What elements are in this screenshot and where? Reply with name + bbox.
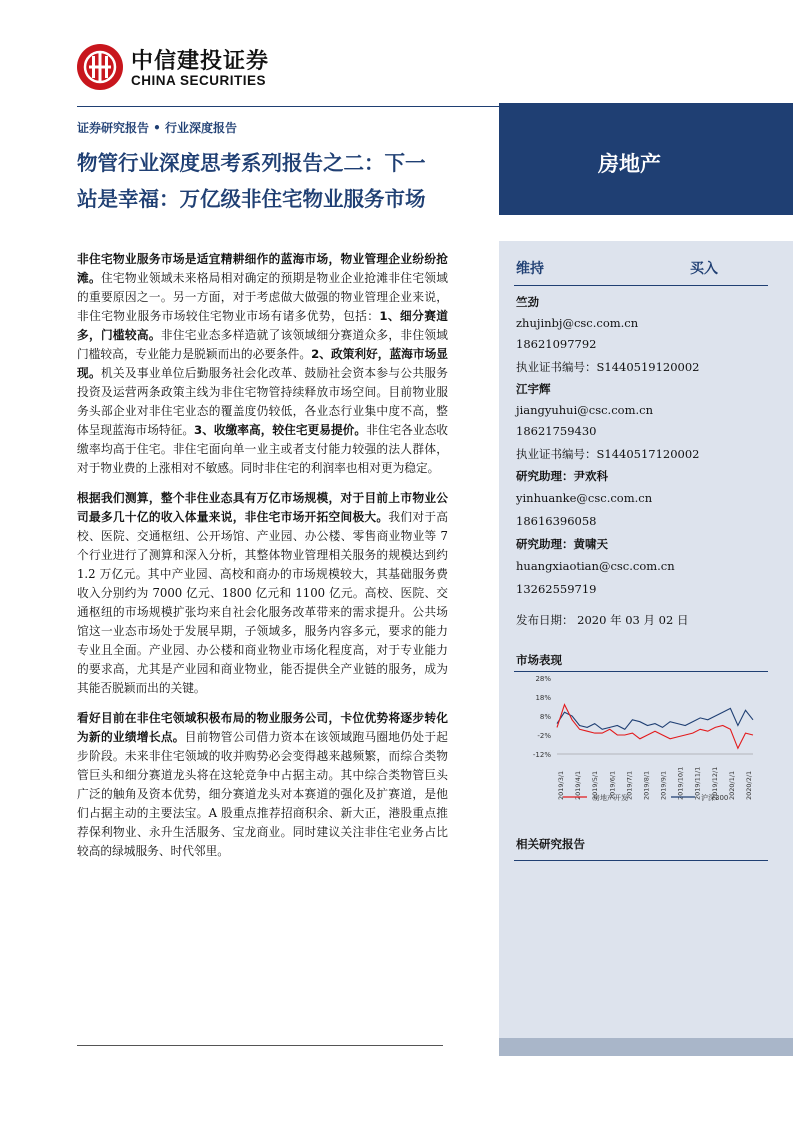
chart-svg xyxy=(505,670,775,810)
publish-date: 发布日期： 2020 年 03 月 02 日 xyxy=(516,613,689,627)
assistant-email[interactable]: yinhuanke@csc.com.cn xyxy=(516,491,653,505)
x-tick-label: 2019/5/1 xyxy=(591,770,600,800)
logo-chinese-name: 中信建投证券 xyxy=(131,49,270,74)
sidebar-footer-band xyxy=(499,1038,793,1056)
assistant-name: 研究助理：尹欢科 xyxy=(516,469,608,483)
x-tick-label: 2019/7/1 xyxy=(625,770,634,800)
legend-label: 房地产开发 xyxy=(593,794,628,802)
report-type: 证券研究报告 • 行业深度报告 xyxy=(77,121,238,135)
p1-point-1: 1、细分赛道多，门槛较高。 xyxy=(77,309,448,342)
p1-text-d: 机关及事业单位后勤服务社会化改革、鼓励社会资本参与公共服务投资及运营两条政策主线为非住宅物管持续释放市场空间。目前物业服务头部企业对非住宅业态的覆盖度仍较低，各业态行业集中度不高，整体呈现蓝海市场特征。 xyxy=(77,366,448,437)
title-line-2: 站是幸福：万亿级非住宅物业服务市场 xyxy=(77,187,426,211)
p1-text-e: 非住宅各业态收缴率均高于住宅。非住宅面向单一业主或者支付能力较强的法人群体，对于物业费的上涨相对不敏感。同时非住宅的利润率也相对更为稳定。 xyxy=(77,423,448,475)
p1-text-c: 非住宅业态多样造就了该领域细分赛道众多，非住领域门槛较高，专业能力是脱颖而出的必要条件。 xyxy=(77,328,448,361)
p2-lead: 根据我们测算，整个非住业态具有万亿市场规模，对于目前上市物业公司最多几十亿的收入体量来说，非住宅市场开拓空间极大。 xyxy=(77,491,448,524)
y-tick-label: -12% xyxy=(532,751,551,759)
company-logo-icon xyxy=(77,44,123,90)
analyst-name: 江宇辉 xyxy=(516,382,551,396)
x-tick-label: 2019/8/1 xyxy=(642,770,651,800)
x-tick-label: 2019/3/1 xyxy=(557,770,565,800)
y-tick-label: 18% xyxy=(535,694,551,702)
market-performance-chart xyxy=(505,670,775,810)
x-tick-label: 2019/11/1 xyxy=(693,766,702,800)
series-line-property xyxy=(557,705,753,749)
paragraph-3 xyxy=(77,709,448,861)
summary-body xyxy=(77,250,448,872)
analyst-cert: 执业证书编号：S1440517120002 xyxy=(516,447,700,461)
market-performance-label: 市场表现 xyxy=(516,653,562,667)
rating-label: 维持 xyxy=(516,261,544,277)
title-line-1: 物管行业深度思考系列报告之二：下一 xyxy=(77,151,426,175)
p1-point-3: 3、收缴率高，较住宅更易提价。 xyxy=(194,423,367,437)
assistant-name: 研究助理：黄啸天 xyxy=(516,537,608,551)
analyst-name: 竺劲 xyxy=(516,295,539,309)
rating-value: 买入 xyxy=(690,261,718,277)
assistant-email[interactable]: huangxiaotian@csc.com.cn xyxy=(516,559,675,573)
x-tick-label: 2019/4/1 xyxy=(574,770,583,800)
y-tick-label: -2% xyxy=(537,732,551,740)
x-tick-label: 2019/10/1 xyxy=(676,766,685,800)
legend-label: 沪深300 xyxy=(701,794,729,802)
related-divider xyxy=(514,860,768,861)
paragraph-2 xyxy=(77,489,448,698)
y-tick-label: 8% xyxy=(539,713,551,721)
p1-lead: 非住宅物业服务市场是适宜精耕细作的蓝海市场，物业管理企业纷纷抢滩。 xyxy=(77,252,448,285)
p3-text: 目前物管公司借力资本在该领域跑马圈地仍处于起步阶段。未来非住宅领域的收并购势必会变得越来越频繁，而综合类物管巨头和细分赛道龙头将在这轮竞争中占据主动。其中综合类物管巨头广泛的触角及资本优势，细分赛道龙头对本赛道的强化及扩赛道，是他们占据主动的主要法宝。A 股重点推荐招商积余、新大正，港股重点推荐保利物业、永升生活服务、宝龙商业。同时建议关注非住宅业务占比较高的绿城服务、时代邻里。 xyxy=(77,730,448,858)
p1-text-a: 住宅物业领域未来格局相对确定的预期是物业企业抢滩非住宅领域的重要原因之一。另一方面，对于考虑做大做强的物业管理企业来说，非住宅物业服务市场较住宅物业市场有诸多优势，包括： xyxy=(77,271,448,323)
rating-divider xyxy=(514,285,768,286)
logo-english-name: CHINA SECURITIES xyxy=(131,73,267,88)
analyst-cert: 执业证书编号：S1440519120002 xyxy=(516,360,700,374)
footer-divider xyxy=(77,1045,443,1046)
analyst-email[interactable]: jiangyuhui@csc.com.cn xyxy=(516,403,653,417)
assistant-phone: 13262559719 xyxy=(516,582,597,596)
p1-point-2: 2、政策利好，蓝海市场显现。 xyxy=(77,347,448,380)
analyst-phone: 18621097792 xyxy=(516,337,597,351)
p2-text: 我们对于高校、医院、交通枢纽、公开场馆、产业园、办公楼、零售商业物业等 7 个行业进行了测算和深入分析，其整体物业管理相关服务的规模达到约 1.2 万亿元。其中产业园、高校和商办的市场规模较大，其基础服务费收入分别约为 7000 亿元、1800 亿元和 1100 亿元。高校、医院、交通枢纽的市场规模扩张均来自社会化服务改革带来的需求提升。公共场馆这一业态市场处于发展早期，子领域多，服务内容多元，要求的能力专业且全面。产业园、办公楼和商业物业市场化程度高，对于专业能力的要求高，尤其是产业园和商业物业，能否提供全产业链的服务，成为其能否脱颖而出的关键。 xyxy=(77,510,448,695)
analyst-email[interactable]: zhujinbj@csc.com.cn xyxy=(516,316,639,330)
related-reports-label: 相关研究报告 xyxy=(516,837,585,851)
assistant-phone: 18616396058 xyxy=(516,514,597,528)
sector-label: 房地产 xyxy=(598,152,661,176)
header-divider xyxy=(77,106,499,107)
x-tick-label: 2019/6/1 xyxy=(608,770,617,800)
y-tick-label: 28% xyxy=(535,675,551,683)
analyst-phone: 18621759430 xyxy=(516,424,597,438)
p3-lead: 看好目前在非住宅领域积极布局的物业服务公司，卡位优势将逐步转化为新的业绩增长点。 xyxy=(77,711,448,744)
x-tick-label: 2020/2/1 xyxy=(745,770,753,800)
x-tick-label: 2020/1/1 xyxy=(727,770,736,800)
x-tick-label: 2019/12/1 xyxy=(710,766,719,800)
x-tick-label: 2019/9/1 xyxy=(659,770,668,800)
paragraph-1 xyxy=(77,250,448,478)
report-title xyxy=(77,145,497,217)
